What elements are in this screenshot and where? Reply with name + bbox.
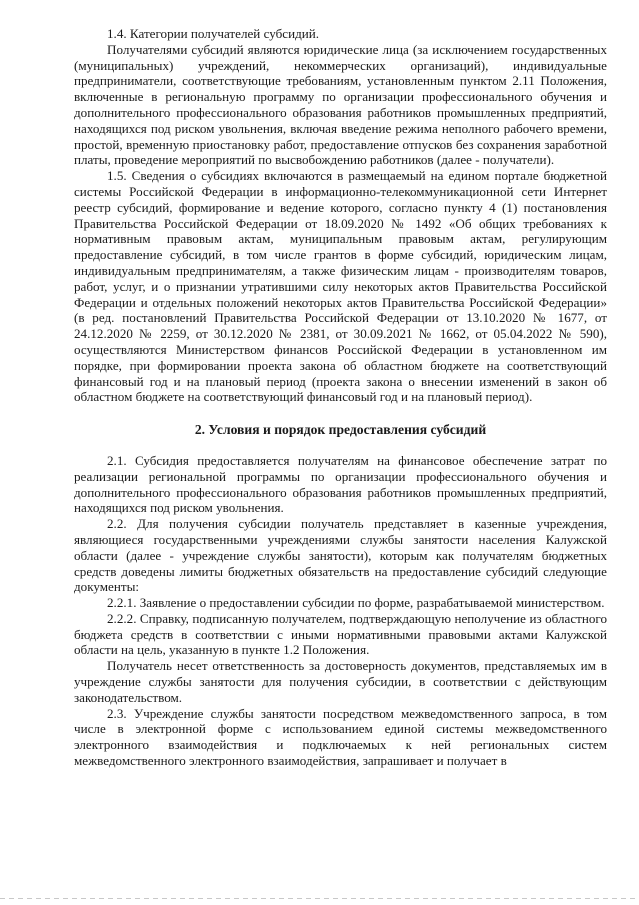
paragraph-2-2-2: 2.2.2. Справку, подписанную получателем, подтверждающую неполучение из областного бюджета средств в соответствии с иными нормативными правовыми актами Калужской области на цель, указанную в пункте 1.2 Положения.: [74, 610, 607, 658]
paragraph-1-4: 1.4. Категории получателей субсидий.: [107, 26, 320, 41]
paragraph-2-2: 2.2. Для получения субсидии получатель представляет в казенные учреждения, являющиеся государственными учреждениями службы занятости населения Калужской области (далее - учреждение службы занятости), которым как получателям бюджетных средств доведены лимиты бюджетных обязательств на предоставление субсидий следующие документы:: [74, 516, 607, 595]
paragraph-2-2-1: 2.2.1. Заявление о предоставлении субсидии по форме, разрабатываемой министерством.: [107, 595, 605, 611]
paragraph-recipients: Получателями субсидий являются юридические лица (за исключением государственных (муниципальных) учреждений, некоммерческих организаций), индивидуальные предприниматели, соответствующие требованиям, установленным пунктом 2.11 Положения, включенные в региональную программу по организации профессионального обучения и дополнительного профессионального образования работников промышленных предприятий, находящихся под риском увольнения, включая введение режима неполного рабочего времени, простой, временную приостановку работ, предоставление отпусков без сохранения заработной платы, проведение мероприятий по высвобождению работников (далее - получатели).: [74, 41, 607, 168]
scan-edge-line: [0, 898, 639, 899]
section-2-heading: 2. Условия и порядок предоставления субсидий: [194, 422, 487, 438]
paragraph-2-3: 2.3. Учреждение службы занятости посредством межведомственного запроса, в том числе в электронной форме с использованием единой системы межведомственного электронного взаимодействия и подключаемых к ней региональных систем межведомственного электронного взаимодействия, запрашивает и получает в: [74, 705, 607, 769]
paragraph-responsibility: Получатель несет ответственность за достоверность документов, представляемых им в учреждение службы занятости для получения субсидии, в соответствии с действующим законодательством.: [74, 658, 607, 705]
paragraph-1-5: 1.5. Сведения о субсидиях включаются в размещаемый на едином портале бюджетной системы Российской Федерации в информационно-телекоммуникационной сети Интернет реестр субсидий, формирование и ведение которого, согласно пункту 4 (1) постановления Правительства Российской Федерации от 18.09.2020 № 1492 «Об общих требованиях к нормативным правовым актам, муниципальным правовым актам, регулирующим предоставление субсидий, в том числе грантов в форме субсидий, юридическим лицам, индивидуальным предпринимателям, а также физическим лицам - производителям товаров, работ, услуг, и о признании утратившими силу некоторых актов Правительства Российской Федерации и отдельных положений некоторых актов Правительства Российской Федерации» (в ред. постановлений Правительства Российской Федерации от 13.10.2020 № 1677, от 24.12.2020 № 2259, от 30.12.2020 № 2381, от 30.09.2021 № 1662, от 05.04.2022 № 590), осуществляются Министерством финансов Российской Федерации в установленном им порядке, при формировании проекта закона об областном бюджете на соответствующий финансовый год и на плановый период (проекта закона о внесении изменений в закон об областном бюджете на соответствующий финансовый год и на плановый период).: [74, 168, 607, 405]
paragraph-2-1: 2.1. Субсидия предоставляется получателям на финансовое обеспечение затрат по реализации региональной программы по организации профессионального обучения и дополнительного профессионального образования работников промышленных предприятий, находящихся под риском увольнения.: [74, 452, 607, 516]
document-page: [74, 26, 607, 769]
